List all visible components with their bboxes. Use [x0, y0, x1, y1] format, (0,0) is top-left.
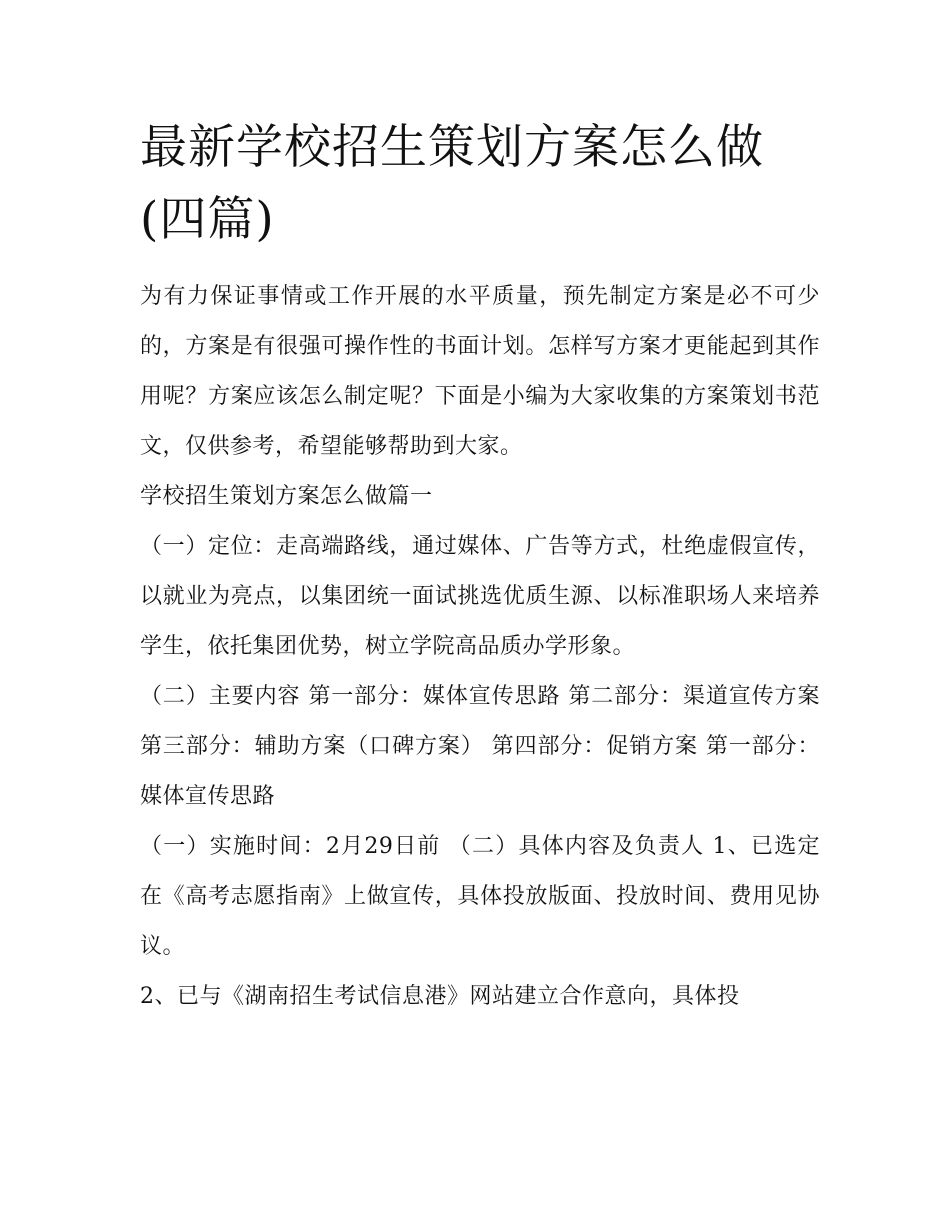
document-title: 最新学校招生策划方案怎么做(四篇) [140, 120, 764, 247]
implementation-paragraph: （一）实施时间：2月29日前 （二）具体内容及负责人 1、已选定在《高考志愿指南》上做宣传，具体投放版面、投放时间、费用见协议。 [140, 834, 820, 959]
cooperation-paragraph: 2、已与《湖南招生考试信息港》网站建立合作意向，具体投 [140, 984, 740, 1009]
main-content-paragraph: （二）主要内容 第一部分：媒体宣传思路 第二部分：渠道宣传方案 第三部分：辅助方案（口碑方案） 第四部分：促销方案 第一部分：媒体宣传思路 [140, 684, 820, 809]
section-heading: 学校招生策划方案怎么做篇一 [140, 484, 433, 509]
document-page [140, 112, 820, 1022]
positioning-paragraph: （一）定位：走高端路线，通过媒体、广告等方式，杜绝虚假宣传，以就业为亮点，以集团统一面试挑选优质生源、以标准职场人来培养学生，依托集团优势，树立学院高品质办学形象。 [140, 534, 820, 659]
intro-paragraph: 为有力保证事情或工作开展的水平质量，预先制定方案是必不可少的，方案是有很强可操作性的书面计划。怎样写方案才更能起到其作用呢？方案应该怎么制定呢？下面是小编为大家收集的方案策划书范文，仅供参考，希望能够帮助到大家。 [140, 284, 820, 459]
